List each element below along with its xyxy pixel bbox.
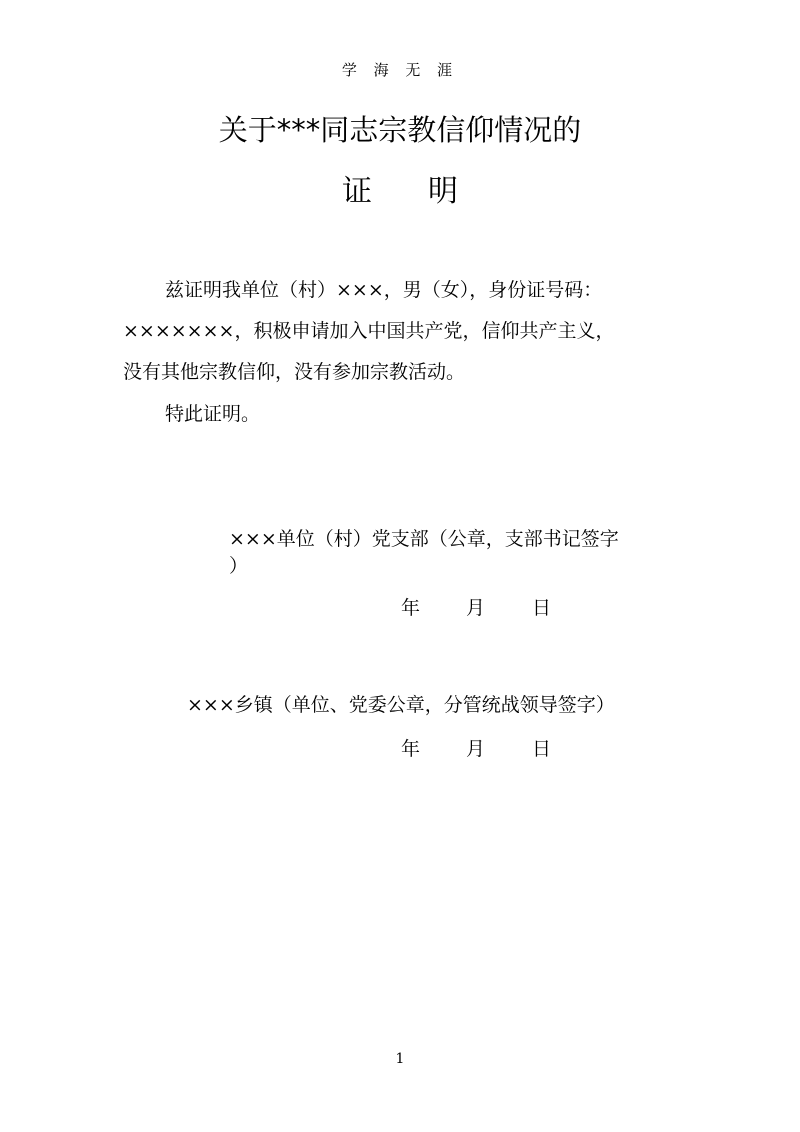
page-header: 学 海 无 涯 <box>341 61 459 79</box>
branch-date-month: 月 <box>466 597 486 619</box>
township-signature-line: ×××乡镇（单位、党委公章，分管统战领导签字） <box>187 694 615 716</box>
page-number: 1 <box>395 1051 405 1067</box>
branch-signature-line-2: ） <box>229 555 249 577</box>
body-line-4: 特此证明。 <box>165 403 261 425</box>
township-date-year: 年 <box>401 738 421 760</box>
township-date-month: 月 <box>466 738 486 760</box>
body-line-3: 没有其他宗教信仰，没有参加宗教活动。 <box>123 361 466 383</box>
document-subtitle: 证明 <box>342 174 514 209</box>
document-title: 关于***同志宗教信仰情况的 <box>218 113 582 147</box>
branch-date-day: 日 <box>532 597 552 619</box>
township-date-day: 日 <box>532 738 552 760</box>
branch-signature-line-1: ×××单位（村）党支部（公章，支部书记签字 <box>229 528 619 550</box>
body-line-1: 兹证明我单位（村）×××，男（女），身份证号码： <box>165 279 603 301</box>
branch-date-year: 年 <box>401 597 421 619</box>
body-line-2: ×××××××，积极申请加入中国共产党，信仰共产主义， <box>123 320 615 342</box>
